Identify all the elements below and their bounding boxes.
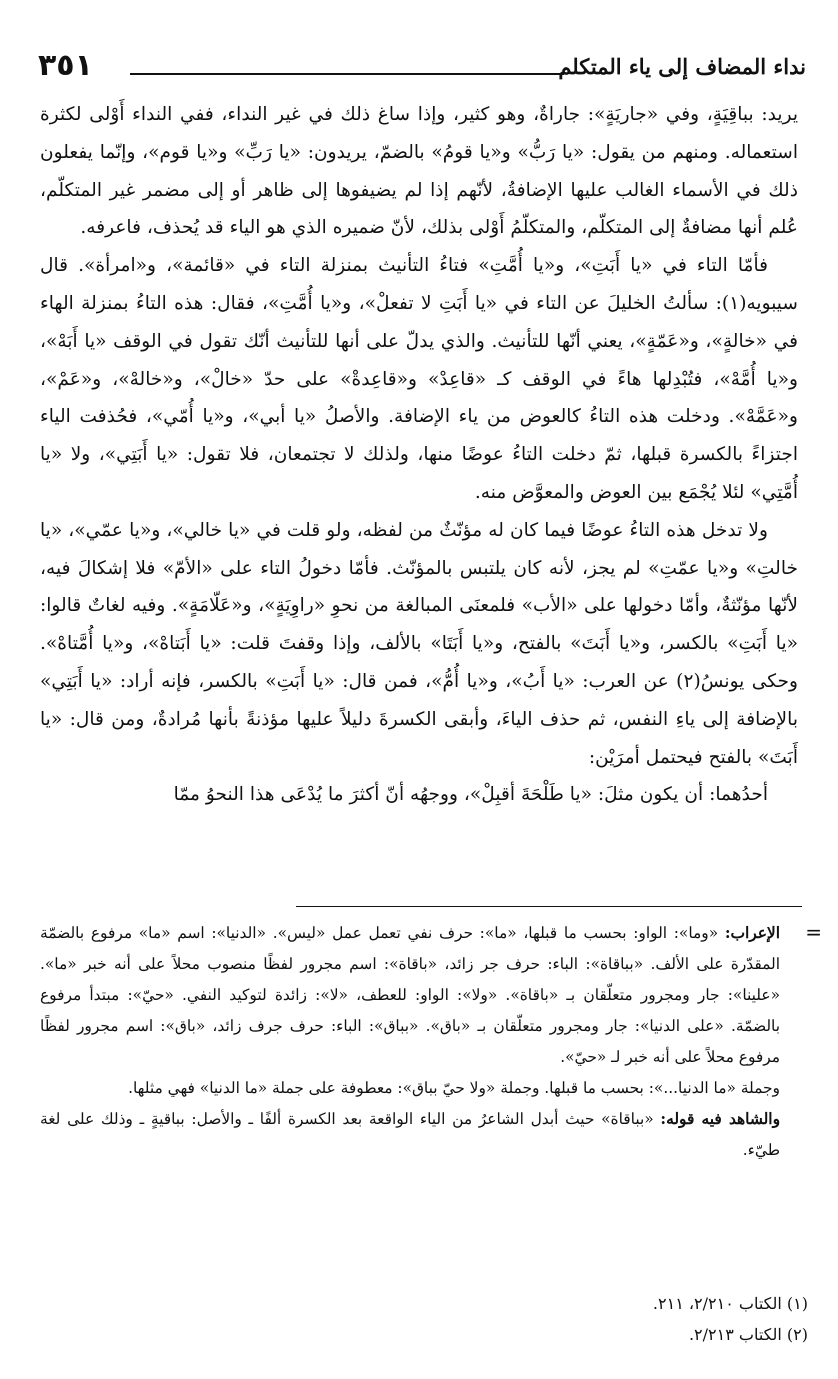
footnote-text: «بباقاة» حيث أبدل الشاعرُ من الياء الواقعة بعد الكسرة ألفًا ـ والأصل: بباقيةٍ ـ وذلك على لغة طيّء. xyxy=(40,1110,780,1159)
paragraph-4: أحدُهما: أن يكون مثلَ: «يا طَلْحَةَ أقبِلْ»، ووجهُه أنّ أكثرَ ما يُدْعَى هذا النحوُ ممّا xyxy=(173,784,768,806)
paragraph-2: فأمّا التاء في «يا أَبَتِ»، و«يا أُمَّتِ» فتاءُ التأنيث بمنزلة التاء في «قائمة»، و«امرأة». قال سيبويه(١): سألتُ الخليلَ عن التاء في «يا أَبَتِ لا تفعلْ»، و«يا أُمَّتِ»، فقال: هذه التاءُ بمنزلة الهاء في «خالةٍ»، و«عَمّةٍ»، يعني أنّها للتأنيث. والذي يدلّ على أنها للتأنيث أنّك تقول في الوقف «يا أَبَهْ»، و«يا أُمَّهْ»، فتُبْدِلها هاءً في الوقف كـ «قاعِدْ» و«قاعِدةْ» على حدّ «خالْ»، و«خالهْ»، و«عَمْ»، و«عَمَّهْ». ودخلت هذه التاءُ كالعوض من ياء الإضافة. والأصلُ «يا أبي»، و«يا أُمّي»، فحُذفت الياء اجتزاءً بالكسرة قبلها، ثمّ دخلت التاءُ عوضًا منها، ولذلك لا تجتمعان، فلا تقول: «يا أَبَتِي»، ولا «يا أُمَّتِي» لئلا يُجْمَع بين العوض والمعوَّض منه. xyxy=(40,255,798,503)
page-header xyxy=(38,44,806,84)
paragraph-3: ولا تدخل هذه التاءُ عوضًا فيما كان له مؤنّثٌ من لفظه، ولو قلت في «يا خالي»، و«يا عمّي»، «يا خالتِ» و«يا عمّتِ» لم يجز، لأنه كان يلتبس بالمؤنّث. فأمّا دخولُ التاء على «الأمّ» فلا إشكالَ فيه، لأنّها مؤنّثةٌ، وأمّا دخولها على «الأب» فلمعنَى المبالغة من نحوِ «راوِيَةٍ»، و«عَلّامَةٍ». وفيه لغاتٌ قالوا: «يا أَبَتِ» بالكسر، و«يا أَبَتَ» بالفتح، و«يا أَبَتَا» بالألف، وإذا وقفتَ قلت: «يا أَبَتاهْ»، و«يا أُمَّتاهْ». وحكى يونسُ(٢) عن العرب: «يا أَبُ»، و«يا أُمُّ»، فمن قال: «يا أَبَتِ» بالكسر، فإنه أراد: «يا أَبَتِي» بالإضافة إلى ياءِ النفس، ثم حذف الياءَ، وأبقى الكسرةَ دليلاً عليها مؤذنةً بأنها مُرادةٌ، ومن قال: «يا أَبَتَ» بالفتح فيحتمل أمرَيْن: xyxy=(40,519,798,768)
header-rule xyxy=(130,73,564,75)
footnotes xyxy=(40,918,780,1166)
footnote-sentence: وجملة «ما الدنيا...»: بحسب ما قبلها. وجملة «ولا حيّ بباق»: معطوفة على جملة «ما الدنيا» فهي مثلها. xyxy=(128,1079,780,1097)
footnote-separator xyxy=(296,906,802,907)
main-text xyxy=(40,96,798,814)
footnote-irab xyxy=(40,918,780,1073)
footnote-text: «وما»: الواو: بحسب ما قبلها، «ما»: حرف نفي تعمل عمل «ليس». «الدنيا»: اسم «ما» مرفوع بالضمّة المقدّرة على الألف. «بباقاة»: الباء: حرف جر زائد، «باقاة»: اسم مجرور لفظًا منصوب محلاً على أنه خبر «ما». «علينا»: جار ومجرور متعلّقان بـ «باقاة». «ولا»: الواو: للعطف، «لا»: زائدة لتوكيد النفي. «حيّ»: مبتدأ مرفوع بالضمّة. «على الدنيا»: جار ومجرور متعلّقان بـ «باق». «بباق»: الباء: حرف جرف زائد، «باق»: اسم مجرور لفظًا مرفوع محلاً على أنه خبر لـ «حيّ». xyxy=(40,924,780,1066)
reference-2: (٢) الكتاب ٢/٢١٣. xyxy=(688,1325,808,1344)
running-title: نداء المضاف إلى ياء المتكلم xyxy=(558,54,806,79)
footnote-continuation-marker: = xyxy=(805,920,822,944)
footnote-label: الإعراب: xyxy=(724,924,780,942)
footnote-witness xyxy=(40,1104,780,1166)
footnote-label: والشاهد فيه قوله: xyxy=(660,1110,780,1128)
reference-1: (١) الكتاب ٢/٢١٠، ٢١١. xyxy=(652,1294,808,1313)
paragraph-1: يريد: بباقِيَةٍ، وفي «جاريَةٍ»: جاراةٌ، وهو كثير، وإذا ساغ ذلك في غير النداء، ففي النداء أَوْلى لكثرة استعماله. ومنهم من يقول: «يا رَبُّ» و«يا قومُ» بالضمّ، يريدون: «يا رَبِّ» و«يا قوم»، وإنّما يفعلون ذلك في الأسماء الغالب عليها الإضافةُ، لأنّهم إذا لم يضيفوها إلى ظاهر أو إلى مضمر غير المتكلّم، عُلم أنها مضافةٌ إلى المتكلّم، والمتكلّمُ أَوْلى بذلك، لأنّ ضميره الذي هو الياء قد يُحذف، فاعرفه. xyxy=(40,104,798,239)
references xyxy=(40,1288,808,1350)
page-number: ٣٥١ xyxy=(38,48,93,83)
